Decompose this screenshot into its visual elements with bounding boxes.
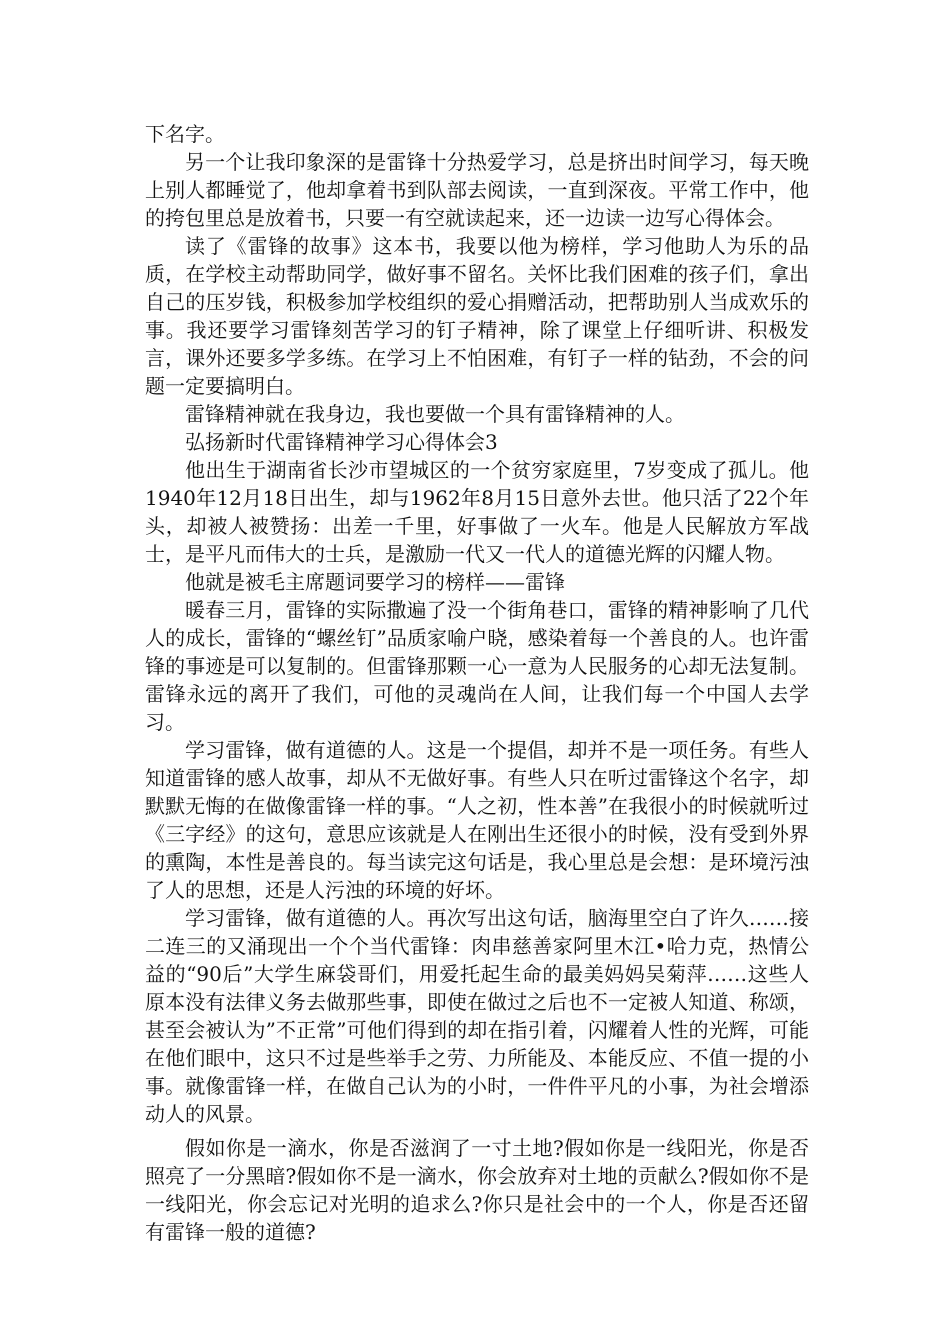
section-heading-3: 弘扬新时代雷锋精神学习心得体会3 [185, 430, 498, 454]
paragraph-spirit-beside-me: 雷锋精神就在我身边，我也要做一个具有雷锋精神的人。 [185, 402, 685, 426]
paragraph-warm-spring: 暖春三月，雷锋的实际撒遍了没一个街角巷口，雷锋的精神影响了几代人的成长，雷锋的“螺丝钉”品质家喻户晓，感染着每一个善良的人。也许雷锋的事迹是可以复制的。但雷锋那颗一心一意为人民服务的心却无法复制。雷锋永远的离开了我们，可他的灵魂尚在人间，让我们每一个中国人去学习。 [145, 598, 809, 734]
paragraph-reading-resolution: 读了《雷锋的故事》这本书，我要以他为榜样，学习他助人为乐的品质，在学校主动帮助同学，做好事不留名。关怀比我们困难的孩子们，拿出自己的压岁钱，积极参加学校组织的爱心捐赠活动，把帮助别人当成欢乐的事。我还要学习雷锋刻苦学习的钉子精神，除了课堂上仔细听讲、积极发言，课外还要多学多练。在学习上不怕困难，有钉子一样的钻劲，不会的问题一定要搞明白。 [145, 234, 809, 398]
paragraph-continuation: 下名字。 [145, 122, 225, 146]
paragraph-water-drop: 假如你是一滴水，你是否滋润了一寸土地?假如你是一线阳光，你是否照亮了一分黑暗?假如你不是一滴水，你会放弃对土地的贡献么?假如你不是一线阳光，你会忘记对光明的追求么?你只是社会中的一个人，你是否还留有雷锋一般的道德? [145, 1136, 809, 1244]
paragraph-study-habit: 另一个让我印象深的是雷锋十分热爱学习，总是挤出时间学习，每天晚上别人都睡觉了，他却拿着书到队部去阅读，一直到深夜。平常工作中，他的挎包里总是放着书，只要一有空就读起来，还一边读一边写心得体会。 [145, 150, 809, 230]
document-page [145, 120, 809, 1246]
paragraph-role-model: 他就是被毛主席题词要学习的榜样——雷锋 [185, 570, 565, 594]
paragraph-biography: 他出生于湖南省长沙市望城区的一个贫穷家庭里，7岁变成了孤儿。他1940年12月18日出生，却与1962年8月15日意外去世。他只活了22个年头，却被人被赞扬：出差一千里，好事做了一火车。他是人民解放方军战士，是平凡而伟大的士兵，是激励一代又一代人的道德光辉的闪耀人物。 [145, 458, 809, 566]
paragraph-moral-person-1: 学习雷锋，做有道德的人。这是一个提倡，却并不是一项任务。有些人知道雷锋的感人故事，却从不无做好事。有些人只在听过雷锋这个名字，却默默无悔的在做像雷锋一样的事。“人之初，性本善”在我很小的时候就听过《三字经》的这句，意思应该就是人在刚出生还很小的时候，没有受到外界的熏陶，本性是善良的。每当读完这句话是，我心里总是会想：是环境污浊了人的思想，还是人污浊的环境的好坏。 [145, 738, 809, 902]
paragraph-moral-person-2: 学习雷锋，做有道德的人。再次写出这句话，脑海里空白了许久……接二连三的又涌现出一个个当代雷锋：肉串慈善家阿里木江•哈力克，热情公益的“90后”大学生麻袋哥们，用爱托起生命的最美妈妈吴菊萍……这些人原本没有法律义务去做那些事，即使在做过之后也不一定被人知道、称颂，甚至会被认为”不正常”可他们得到的却在指引着，闪耀着人性的光辉，可能在他们眼中，这只不过是些举手之劳、力所能及、本能反应、不值一提的小事。就像雷锋一样，在做自己认为的小时，一件件平凡的小事，为社会增添动人的风景。 [145, 906, 809, 1126]
